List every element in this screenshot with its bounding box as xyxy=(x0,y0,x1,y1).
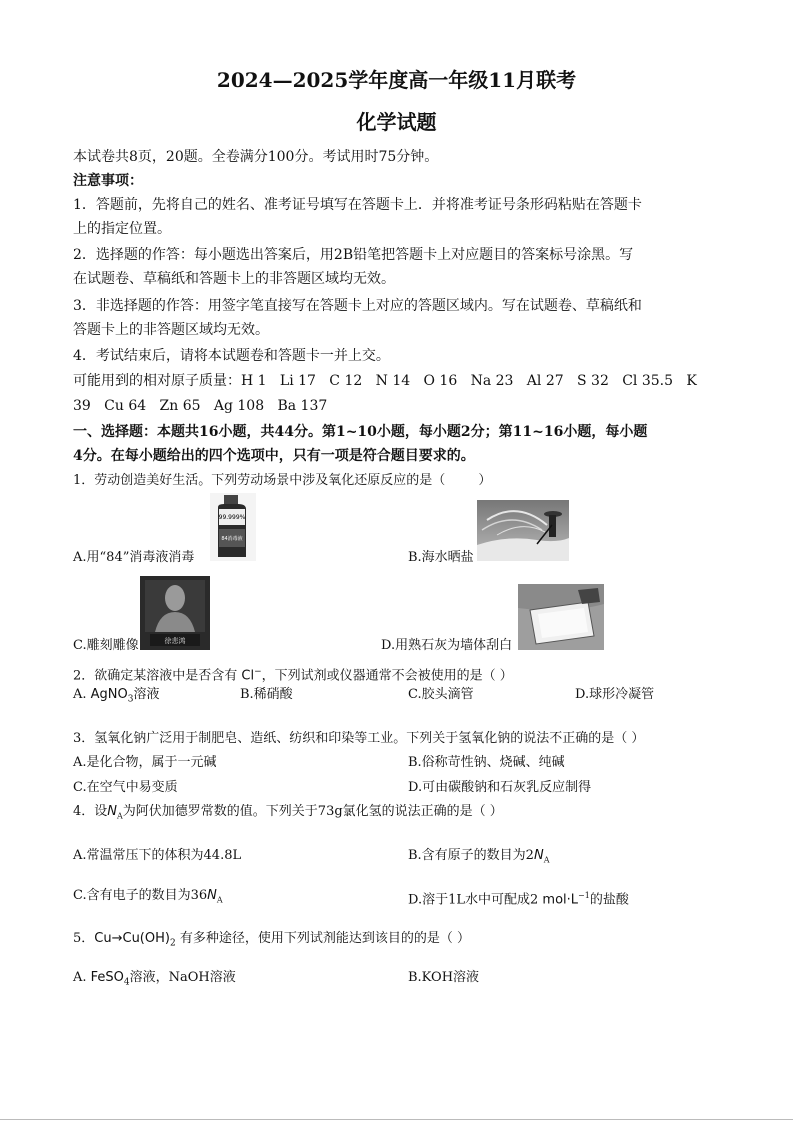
q4-option-b: B.含有原子的数目为$2N_A$ xyxy=(408,848,550,865)
notice-line: 4．考试结束后，请将本试题卷和答题卡一并上交。 xyxy=(73,348,390,364)
bottle-label-text: 99.999% xyxy=(218,514,246,521)
q1-option-a: A.用“84”消毒液消毒 xyxy=(73,550,195,565)
q2-option-d: D.球形冷凝管 xyxy=(575,687,655,702)
q4-option-c: C.含有电子的数目为$36N_A$ xyxy=(73,888,223,905)
q5-option-b: B.KOH溶液 xyxy=(408,970,480,985)
notice-line: 3．非选择题的作答：用签字笔直接写在答题卡上对应的答题区域内。写在试题卷、草稿纸和 xyxy=(73,298,642,314)
notice-title: 注意事项： xyxy=(73,173,143,189)
atomic-mass-line: 可能用到的相对原子质量：H 1 Li 17 C 12 N 14 O 16 Na 23 Al 27 S 32 Cl 35.5 K xyxy=(73,373,697,389)
bottle-label-text: 84消毒液 xyxy=(221,536,243,542)
q3-option-b: B.俗称苛性钠、烧碱、纯碱 xyxy=(408,755,565,770)
q2-option-b: B.稀硝酸 xyxy=(240,687,293,702)
q1-option-b: B.海水晒盐 xyxy=(408,550,474,565)
statue-image xyxy=(140,576,210,650)
intro-text: 本试卷共8页，20题。全卷满分100分。考试用时75分钟。 xyxy=(73,149,439,165)
statue-plate-text: 徐悲鸿 xyxy=(164,637,186,645)
wall-plastering-image xyxy=(518,584,604,650)
subject-title: 化学试题 xyxy=(356,110,437,134)
notice-line: 在试题卷、草稿纸和答题卡上的非答题区域均无效。 xyxy=(73,271,395,287)
page-bottom-divider xyxy=(0,1119,793,1120)
chloride-ion: Cl xyxy=(241,668,255,684)
q2-stem: 2．欲确定某溶液中是否含有 Cl−，下列试剂或仪器通常不会被使用的是（ ） xyxy=(73,667,513,684)
q2-option-c: C.胶头滴管 xyxy=(408,687,474,702)
q1-option-d: D.用熟石灰为墙体刮白 xyxy=(381,638,513,653)
notice-line: 1．答题前，先将自己的姓名、准考证号填写在答题卡上．并将准考证号条形码粘贴在答题卡 xyxy=(73,197,642,213)
q3-option-a: A.是化合物，属于一元碱 xyxy=(73,755,217,770)
q4-option-a: A.常温常压下的体积为44.8L xyxy=(73,848,242,863)
q4-stem: 4．设$N_A$为阿伏加德罗常数的值。下列关于73g氯化氢的说法正确的是（ ） xyxy=(73,804,503,821)
q3-option-c: C.在空气中易变质 xyxy=(73,780,178,795)
q3-option-d: D.可由碳酸钠和石灰乳反应制得 xyxy=(408,780,592,795)
disinfectant-bottle-image xyxy=(210,493,256,561)
section-heading: 一、选择题：本题共16小题，共44分。第1~10小题，每小题2分；第11~16小题，每小题 xyxy=(73,424,648,440)
atomic-mass-line: 39 Cu 64 Zn 65 Ag 108 Ba 137 xyxy=(73,398,328,414)
notice-line: 答题卡上的非答题区域均无效。 xyxy=(73,322,269,338)
section-heading: 4分。在每小题给出的四个选项中，只有一项是符合题目要求的。 xyxy=(73,448,475,464)
q2-option-a: A. AgNO$_3$溶液 xyxy=(73,687,160,705)
q5-stem: 5．$Cu\to Cu(OH)_2$ 有多种途径，使用下列试剂能达到该目的的是（ ） xyxy=(73,931,470,949)
q4-option-d: D.溶于1L水中可配成2 $mol\cdot L^{-1}$的盐酸 xyxy=(408,891,629,908)
q5-option-a: A. FeSO$_4$溶液，NaOH溶液 xyxy=(73,970,236,988)
q3-stem: 3．氢氧化钠广泛用于制肥皂、造纸、纺织和印染等工业。下列关于氢氧化钠的说法不正确的是（ ） xyxy=(73,731,645,746)
q1-option-c: C.雕刻雕像 xyxy=(73,638,139,653)
exam-title: 2024—2025学年度高一年级11月联考 xyxy=(216,68,577,92)
reaction-equation: Cu→Cu(OH) xyxy=(94,931,170,946)
notice-line: 2．选择题的作答：每小题选出答案后，用2B铅笔把答题卡上对应题目的答案标号涂黑。写 xyxy=(73,247,634,263)
sea-salt-drying-image xyxy=(477,500,569,561)
notice-line: 上的指定位置。 xyxy=(73,221,171,237)
q1-stem: 1．劳动创造美好生活。下列劳动场景中涉及氧化还原反应的是（ ） xyxy=(73,473,492,488)
